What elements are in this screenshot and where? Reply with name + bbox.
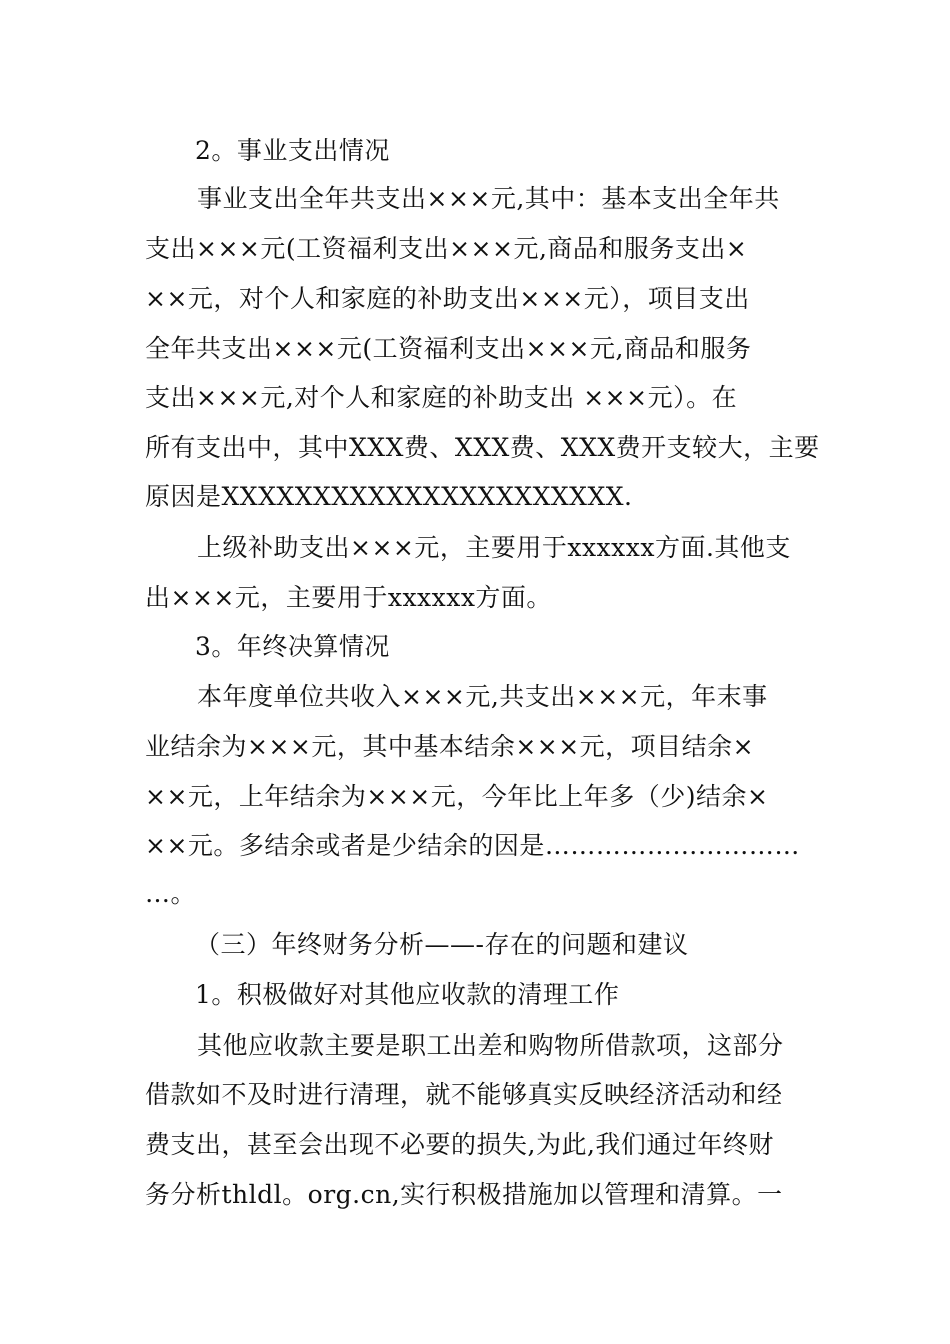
paragraph-line: 借款如不及时进行清理，就不能够真实反映经济活动和经: [145, 1080, 783, 1109]
paragraph-line: 支出×××元(工资福利支出×××元,商品和服务支出×: [145, 234, 748, 263]
paragraph-line: ××元。多结余或者是少结余的因是…………………………: [145, 831, 800, 860]
paragraph-line: 出×××元，主要用于xxxxxx方面。: [145, 583, 552, 612]
paragraph-line: 费支出，甚至会出现不必要的损失,为此,我们通过年终财: [145, 1130, 774, 1159]
heading-business-expenditure: 2。事业支出情况: [195, 136, 390, 165]
paragraph-line: 所有支出中，其中XXX费、XXX费、XXX费开支较大，主要: [145, 433, 820, 462]
paragraph-line: 务分析thldl。org.cn,实行积极措施加以管理和清算。一: [145, 1180, 783, 1209]
heading-financial-analysis: （三）年终财务分析——-存在的问题和建议: [195, 930, 689, 959]
paragraph-line: 上级补助支出×××元，主要用于xxxxxx方面.其他支: [197, 533, 791, 562]
heading-receivables-cleanup: 1。积极做好对其他应收款的清理工作: [195, 980, 620, 1009]
paragraph-line: 支出×××元,对个人和家庭的补助支出 ×××元）。在: [145, 383, 738, 412]
paragraph-line: 全年共支出×××元(工资福利支出×××元,商品和服务: [145, 334, 752, 363]
paragraph-line: ××元，对个人和家庭的补助支出×××元），项目支出: [145, 284, 750, 313]
paragraph-line: ××元，上年结余为×××元，今年比上年多（少)结余×: [145, 782, 769, 811]
paragraph-line: 业结余为×××元，其中基本结余×××元，项目结余×: [145, 732, 755, 761]
paragraph-line: 本年度单位共收入×××元,共支出×××元，年末事: [197, 682, 768, 711]
paragraph-line: …。: [145, 879, 197, 908]
paragraph-line: 其他应收款主要是职工出差和购物所借款项，这部分: [197, 1031, 784, 1060]
paragraph-line: 事业支出全年共支出×××元,其中：基本支出全年共: [197, 184, 780, 213]
heading-year-end-settlement: 3。年终决算情况: [195, 632, 390, 661]
paragraph-line: 原因是XXXXXXXXXXXXXXXXXXXXXX.: [145, 482, 633, 511]
